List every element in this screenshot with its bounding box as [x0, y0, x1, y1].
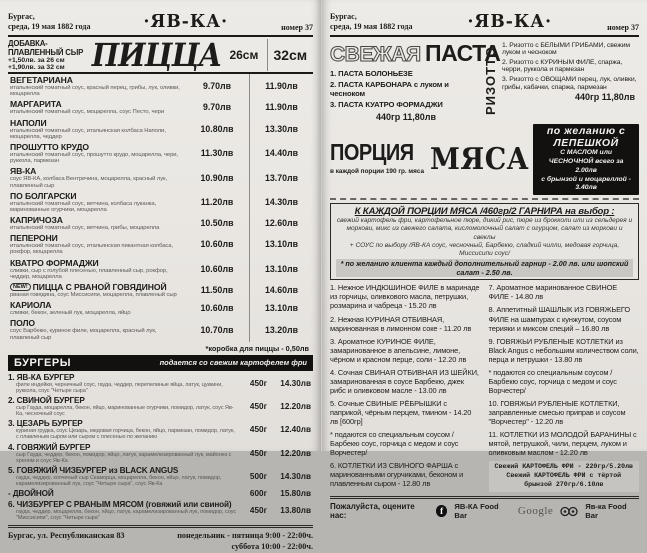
pasta-risotto-section	[330, 37, 639, 124]
pizza-price-26cm: 11.50лв	[200, 285, 234, 296]
risotto-price: 440гр 11,80лв	[574, 92, 635, 103]
header-dateline	[330, 12, 412, 32]
burger-name: 5. ГОВЯЖИЙ ЧИЗБУРГЕР из BLACK ANGUS	[8, 465, 179, 475]
pizza-price-26cm: 10.80лв	[200, 123, 234, 134]
burger-ingredients: сыр Гауда, моцарелла, бекон, яйцо, маринованные огурчики, помидор, латук, соус Яв-Ка, чесночный соус	[16, 405, 234, 418]
pizza-item-row	[8, 214, 313, 232]
risotto-item: 1. Ризотто с БЕЛЫМИ ГРИБАМИ, свежим луком и чесноком	[502, 41, 630, 57]
meat-item: * подаются со специальным соусом /Барбекю соус, горчица с медом и соус Ворчестер/	[330, 429, 459, 457]
issue-number: номер 37	[281, 23, 313, 32]
garnish-title: К КАЖДОЙ ПОРЦИИ МЯСА /460гр/2 ГАРНИРА на выбор :	[354, 206, 615, 218]
pizza-ingredients: соус ЯВ-КА, колбаса Вентречина, моцарелла, красный лук, плавленный сыр	[10, 176, 168, 189]
pizza-price-26cm: 11.30лв	[200, 148, 234, 159]
pizza-box-note: *коробка для пиццы - 0,50лв	[205, 343, 309, 353]
meat-items-columns	[330, 283, 639, 492]
burger-name: - ДВОЙНОЙ	[8, 489, 54, 499]
burger-item-row	[8, 500, 313, 521]
pizza-ingredients: соус Барбекю, куриное филе, моцарелла, красный лук, плавленый сыр	[10, 328, 157, 341]
burger-item-text	[8, 396, 237, 417]
pasta-item: 2. ПАСТА КАРБОНАРА с луком и чесноком	[330, 80, 449, 98]
pizza-item-row	[8, 98, 313, 116]
pizza-item-row	[8, 165, 313, 189]
meat-item: 10. ГОВЯЖЬИ РУБЛЕНЫЕ КОТЛЕТКИ, заправленные смесью приправ и соусом "Ворчестер" - 12.20 лв	[488, 398, 626, 426]
pizza-item-row	[8, 257, 313, 281]
pizza-name: КАРИОЛА	[10, 300, 52, 311]
size-column-32: 32см	[267, 39, 313, 71]
header-city: Бургас,	[8, 12, 35, 21]
burger-price: 12.20лв	[280, 402, 311, 412]
page-footer-left	[8, 525, 313, 552]
pizza-title: ПИЦЦА	[91, 36, 222, 74]
pizza-addon	[8, 39, 92, 71]
new-badge: NEW!	[10, 283, 31, 291]
page-header-left	[8, 5, 313, 37]
pizza-section-header	[8, 37, 313, 74]
pizza-name: ВЕГЕТАРИАНА	[10, 75, 73, 85]
pizza-name: МАРГАРИТА	[10, 99, 62, 110]
flatbread-offer-line: с брынзой и моцареллой - 3.40лв	[541, 175, 631, 192]
burger-weight: 450г	[249, 378, 267, 388]
meat-title-left	[330, 140, 426, 176]
meat-item: 2. Нежная КУРИНАЯ ОТБИВНАЯ, маринованная в лимонном соке - 11.20 лв	[330, 314, 472, 333]
meat-item: 7. Ароматное маринованное СВИНОЕ ФИЛЕ - 14.80 лв	[488, 283, 618, 302]
pizza-item-text	[8, 214, 185, 232]
pizza-price-32cm: 13.70лв	[249, 165, 313, 189]
pizza-name: ПОЛО	[10, 318, 35, 329]
pizza-item-text	[8, 117, 185, 141]
header-date: среда, 19 мая 1882 года	[330, 22, 413, 31]
meat-subtitle: в каждой порции 190 гр. мяса	[330, 168, 425, 176]
burger-item-row	[8, 443, 313, 464]
meat-item: 3. Ароматное КУРИНОЕ ФИЛЕ, замаринованное в апельсине, лимоне, чёрном и красном перце, соли - 12.20 лв	[330, 336, 467, 364]
facebook-icon: f	[436, 505, 447, 517]
fries-offer-line: Свежий КАРТОФЕЛЬ ФРИ с тёртой брынзой 270гр/6.10лв	[506, 471, 622, 488]
pizza-price-32cm: 11.90лв	[249, 98, 313, 116]
burger-name: 6. ЧИЗБУРГЕР С РВАНЫМ МЯСОМ (говяжий или свиной)	[8, 500, 232, 510]
meat-item: 4. Сочная СВИНАЯ ОТБИВНАЯ ИЗ ШЕЙКИ, замаринованная в соусе Барбекю, джек рибс и оливковом масле - 13.00 лв	[330, 367, 479, 395]
pizza-price-32cm: 13.20лв	[249, 317, 313, 341]
hours-weekdays: понедельник - пятница 9:00 - 22:00ч.	[177, 531, 313, 541]
pizza-name: ПЕПЕРОНИ	[10, 233, 58, 244]
pizza-name: КАПРИЧОЗА	[10, 215, 63, 226]
pizza-item-text	[8, 232, 185, 256]
pizza-name: КВАТРО ФОРМАДЖИ	[10, 257, 99, 268]
burger-item-row	[8, 373, 313, 394]
meat-item: 8. Аппетитный ШАШЛЫК ИЗ ГОВЯЖЬЕГО ФИЛЕ на шампурах с кунжутом, соусом терияки и миксом специй – 16.80 лв	[488, 305, 631, 333]
flatbread-offer-box	[533, 124, 639, 195]
flatbread-offer-line: С МАСЛОМ или ЧЕСНОЧНОЙ всего за 2.00лв	[548, 149, 624, 174]
brand-logo: ·ЯВ-КА·	[467, 11, 553, 33]
garnish-sauces: + СОУС по выбору /ЯВ-КА соус, чесночный, Барбекю, сладкий чилли, медовая горчица, Миссисипи соус/	[349, 241, 620, 258]
meat-item: 1. Нежное ИНДЮШИНОЕ ФИЛЕ в маринаде из горчицы, оливкового масла, петрушки, розмарина и чабреца - 15.20 лв	[330, 283, 480, 311]
pizza-ingredients: итальянский томатный соус, ветчина, колбаса луканка, маринованные огурчики, моцарелла	[10, 200, 157, 213]
meat-item: * подаются со специальным соусом /Барбекю соус, горчица с медом и соус Ворчестер/	[488, 367, 617, 395]
pizza-price-26cm: 10.60лв	[200, 303, 234, 314]
burger-weight: 450г	[249, 402, 267, 412]
pizza-price-26cm: 10.70лв	[200, 324, 234, 335]
burger-weight: 450г	[249, 425, 267, 435]
pasta-price: 440гр 11,80лв	[375, 112, 437, 122]
pizza-price-26cm: 10.60лв	[200, 263, 234, 274]
hours-saturday: суббота 10:00 - 22:00ч.	[231, 542, 313, 552]
burger-weight: 450г	[249, 448, 267, 458]
meat-item: 5. Сочные СВИНЫЕ РЁБРЫШКИ с паприкой, чёрным перцем, тмином - 14.20 лв [600гр]	[330, 398, 472, 426]
pizza-name: ПИЦЦА С РВАНОЙ ГОВЯДИНОЙ	[32, 282, 167, 292]
pizza-price-32cm: 13.30лв	[249, 117, 313, 141]
pizza-ingredients: итальянский томатный соус, итальянская колбаса Наполи, моцарелла, чеддер	[10, 127, 166, 140]
google-logo: Google	[517, 505, 554, 518]
opening-hours	[177, 531, 313, 552]
pizza-name: ПО БОЛГАРСКИ	[10, 190, 77, 201]
brand-logo: ·ЯВ-КА·	[143, 11, 229, 33]
burger-price: 12.20лв	[280, 448, 311, 458]
pasta-title-light: СВЕЖАЯ	[330, 43, 421, 66]
pizza-ingredients: итальянский томатный соус, ветчина, грибы, моцарелла	[10, 225, 160, 232]
pizza-price-32cm: 12.60лв	[249, 214, 313, 232]
risotto-vertical-label: РИЗОТТО	[483, 46, 498, 116]
burger-name: 2. СВИНОЙ БУРГЕР	[8, 396, 85, 406]
pizza-price-32cm: 13.10лв	[249, 232, 313, 256]
fries-offer-line: Свежий КАРТОФЕЛЬ ФРИ - 220гр/5.20лв	[494, 462, 633, 470]
burger-price: 12.40лв	[280, 425, 311, 435]
pizza-price-26cm: 10.60лв	[200, 239, 234, 250]
pizza-name: ЯВ-КА	[10, 166, 37, 177]
rate-us-label: Пожалуйста, оцените нас:	[330, 502, 415, 521]
meat-items-right	[489, 283, 640, 457]
pizza-item-text	[8, 74, 185, 98]
pasta-title	[330, 40, 501, 67]
burgers-section-header	[8, 355, 313, 371]
risotto-items	[502, 42, 639, 92]
burger-ingredients: сыр Гауда, чеддер, бекон, помидор, яйцо, латук, карамелизированный лук, майонез с хреном и соус Яв-Ка	[16, 451, 232, 464]
menu-page-left	[0, 0, 321, 552]
burger-item-text	[8, 443, 237, 464]
pizza-price-32cm: 14.60лв	[249, 281, 313, 299]
garnish-box	[330, 203, 639, 280]
pizza-price-32cm: 14.40лв	[249, 141, 313, 165]
pizza-item-row	[8, 281, 313, 299]
burger-price: 13.80лв	[280, 506, 311, 516]
burger-list	[8, 373, 313, 522]
meat-section-header	[330, 124, 639, 200]
pizza-item-text	[8, 98, 185, 116]
pizza-price-26cm: 11.20лв	[200, 196, 234, 207]
pizza-price-32cm: 14.30лв	[249, 190, 313, 214]
pizza-ingredients: итальянский томатный соус, моцарелла, соус Песто, чери	[10, 109, 165, 116]
pizza-ingredients: итальянский томатный соус, прошутто крудо, моцарелла, чери, руккола, пармезан	[10, 151, 179, 165]
pasta-items	[330, 69, 482, 109]
burger-name: 4. ГОВЯЖИЙ БУРГЕР	[8, 442, 91, 452]
pizza-item-text	[8, 299, 185, 317]
pizza-item-text	[8, 317, 185, 341]
pizza-price-32cm: 13.10лв	[249, 257, 313, 281]
burger-item-row	[8, 466, 313, 487]
pizza-item-row	[8, 232, 313, 256]
pizza-item-text	[8, 190, 185, 214]
burger-item-text	[8, 373, 237, 394]
pizza-name: НАПОЛИ	[10, 117, 47, 128]
burger-item-row	[8, 489, 313, 498]
page-header-right	[330, 5, 639, 37]
meat-column-right	[489, 283, 640, 492]
address: Бургас, ул. Республиканская 83	[8, 531, 125, 541]
pasta-item: 1. ПАСТА БОЛОНЬЕЗЕ	[330, 69, 413, 78]
header-date: среда, 19 мая 1882 года	[8, 22, 91, 31]
burger-ingredients: гауда, чеддер, моцарелла, бекон, яйцо, латук, карамелизированный лук, помидор, соус "Миссисипи", соус "Четыре сыра"	[16, 509, 237, 522]
meat-item: 6. КОТЛЕТКИ ИЗ СВИНОГО ФАРША с маринованными огурчиками, беконом и плавленным сыром - 12.80 лв	[330, 460, 464, 488]
burger-item-text	[8, 500, 237, 521]
size-column-26: 26см	[229, 48, 259, 62]
pizza-item-row	[8, 141, 313, 165]
burger-price: 14.30лв	[280, 472, 311, 482]
pizza-ingredients: сливки, сыр с голубой плесенью, плавленный сыр, рокфор, чеддер, моцарелла	[10, 267, 168, 280]
pizza-price-26cm: 9.70лв	[202, 81, 232, 92]
risotto-item: 3. Ризотто с ОВОЩАМИ перец, лук, оливки, грибы, кабачки, спаржа, пармезан	[502, 75, 637, 91]
issue-number: номер 37	[607, 23, 639, 32]
pizza-item-row	[8, 190, 313, 214]
burger-weight: 600г	[249, 489, 267, 499]
burger-ingredients: гауда, чеддер, копченый сыр Скаморца, моцарелла, бекон, яйцо, латук, помидор, карамелизированный лук, соус "Четыре сыра", соус Яв-Ка	[16, 474, 222, 488]
tripadvisor-icon	[560, 506, 578, 517]
pizza-item-row	[8, 74, 313, 98]
pizza-name: ПРОШУТТО КРУДО	[10, 141, 89, 152]
burgers-title: БУРГЕРЫ	[14, 356, 71, 369]
burger-item-text	[8, 489, 237, 498]
pasta-title-bold: ПАСТА	[425, 40, 501, 66]
pizza-price-32cm: 13.10лв	[249, 299, 313, 317]
header-dateline	[8, 12, 90, 32]
burger-ingredients: куриная грудка, соус Цезарь, медовая горчица, бекон, яйцо, пармезан, помидор, латук, с плавленым сыром или сыром с плесенью по желанию	[16, 428, 235, 441]
burger-item-row	[8, 419, 313, 440]
burger-weight: 500г	[249, 472, 267, 482]
pizza-item-row	[8, 317, 313, 341]
pizza-list	[8, 74, 313, 342]
pizza-ingredients: сливки, бекон, зеленый лук, моцарелла, яйцо	[10, 310, 131, 317]
burger-weight: 450г	[249, 506, 267, 516]
burger-price: 14.30лв	[280, 378, 311, 388]
facebook-page-name: ЯВ-КА Food Bar	[454, 502, 499, 521]
risotto-column	[499, 40, 639, 122]
garnish-options: свежий картофель фри, картофельное пюре, дикий рис, пюре из брокколи или из сельдерея и моркови, микс из свежего салата, кисломолочный салат с огурцом, салат из моркови и свеклы	[336, 217, 633, 241]
pizza-ingredients: итальянский томатный соус, красный перец, грибы, лук, оливки, моцарелла	[10, 85, 180, 98]
burger-item-text	[8, 466, 237, 487]
meat-column-left	[330, 283, 481, 492]
meat-item: 9. ГОВЯЖЬИ РУБЛЕНЫЕ КОТЛЕТКИ из Black Angus с небольшим количеством соли, перца и петрушки - 13.80 лв	[488, 336, 639, 364]
pizza-ingredients: рваная говядина, соус Миссисипи, моцарелла, плавленый сыр	[10, 292, 177, 298]
menu-page-right	[322, 0, 647, 521]
pizza-price-32cm: 11.90лв	[249, 74, 313, 98]
burger-price: 15.80лв	[280, 489, 311, 499]
meat-title-word2: МЯСА	[430, 142, 530, 177]
pizza-item-row	[8, 299, 313, 317]
pizza-item-text	[8, 257, 185, 281]
burgers-subtitle: подается со свежим картофелем фри	[159, 358, 307, 368]
burger-name: 3. ЦЕЗАРЬ БУРГЕР	[8, 419, 83, 429]
pizza-item-text	[8, 165, 185, 189]
fries-offer-box	[489, 461, 640, 492]
flatbread-offer-line: по желанию с ЛЕПЕШКОЙ	[546, 125, 626, 149]
pizza-price-26cm: 9.70лв	[202, 102, 232, 113]
meat-title-word1: ПОРЦИЯ	[330, 140, 414, 166]
pizza-item-text	[8, 281, 185, 299]
pizza-item-text	[8, 141, 185, 165]
burger-item-text	[8, 419, 237, 440]
addon-prices: +1,50лв. за 26 см +1,90лв. за 32 см	[8, 57, 65, 71]
pizza-ingredients: итальянский томатный соус, итальянская пикантная колбаса, рокфор, моцарелла	[10, 243, 173, 256]
pizza-item-row	[8, 117, 313, 141]
garnish-note: * по желанию клиента каждый дополнительный гарнир - 2.00 лв. или шопский салат - 2.50 лв.	[336, 259, 633, 277]
risotto-item: 2. Ризотто с КУРИНЫМ ФИЛЕ, спаржа, черри, руккола и пармезан	[502, 58, 623, 74]
pasta-item: 3. ПАСТА КУАТРО ФОРМАДЖИ	[330, 100, 443, 109]
page-footer-right	[330, 496, 639, 520]
pizza-price-26cm: 10.50лв	[200, 218, 234, 229]
meat-item: 11. КОТЛЕТКИ ИЗ МОЛОДОЙ БАРАНИНЫ с мятой, петрушкой, чили, перцем, луком и оливковым маслом - 12.20 лв	[488, 429, 637, 457]
burger-item-row	[8, 396, 313, 417]
header-city: Бургас,	[330, 12, 357, 21]
tripadvisor-page-name: Яв-ка Food Bar	[585, 502, 627, 521]
burger-name: 1. ЯВ-КА БУРГЕР	[8, 372, 75, 382]
burger-ingredients: филе индейки, черничный соус, гауда, чеддер, перепелиные яйца, латук, цуккини, руккола, соус "Четыре сыра"	[16, 381, 223, 394]
pizza-price-26cm: 10.90лв	[200, 172, 234, 183]
addon-title: ДОБАВКА-ПЛАВЛЕННЫЙ СЫР	[8, 39, 84, 57]
